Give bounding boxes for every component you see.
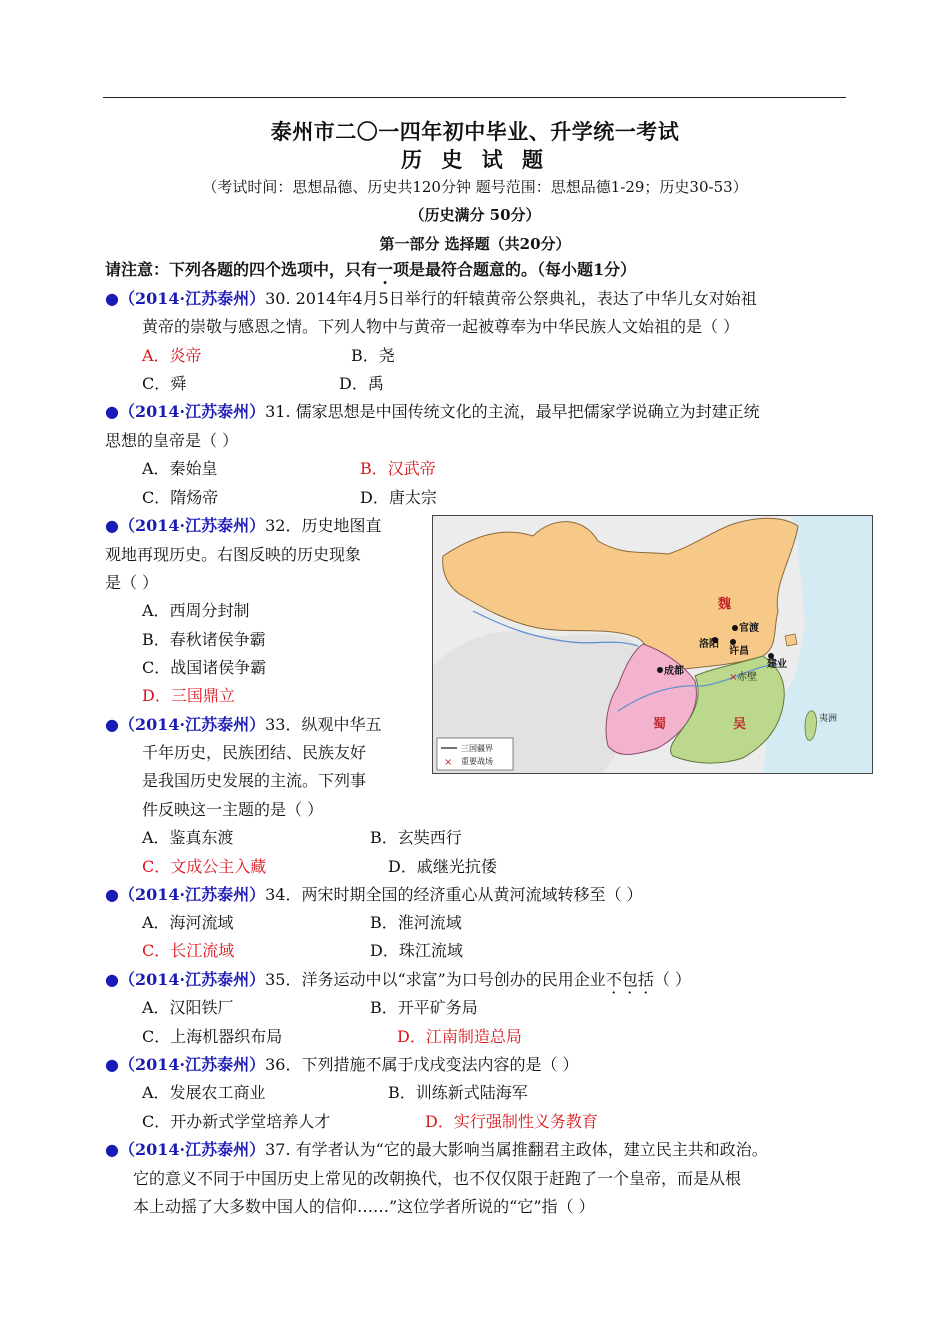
q31-option-c: C．隋炀帝 xyxy=(142,488,219,507)
map-label-luoyang: 洛阳 xyxy=(699,639,719,650)
q32-stem-cont2: 是（ ） xyxy=(105,573,159,592)
q30-stem-cont: 黄帝的崇敬与感恩之情。下列人物中与黄帝一起被尊奉为中华民族人文始祖的是（ ） xyxy=(142,317,740,336)
q30-option-c: C．舜 xyxy=(142,374,187,393)
q32-option-b: B．春秋诸侯争霸 xyxy=(142,630,266,649)
map-label-yizhou: 夷洲 xyxy=(819,714,838,724)
q35-option-c: C．上海机器织布局 xyxy=(142,1027,283,1046)
exam-score: （历史满分 50分） xyxy=(409,206,541,224)
source-tag: （2014·江苏泰州） xyxy=(118,402,266,421)
q32-stem-cont: 观地再现历史。右图反映的历史现象 xyxy=(105,545,362,564)
source-tag: （2014·江苏泰州） xyxy=(118,289,266,308)
q30-option-d: D．禹 xyxy=(339,374,384,393)
map-battle-icon: × xyxy=(729,672,738,683)
bullet-icon: ● xyxy=(105,970,119,989)
map-shandong-tip xyxy=(785,634,797,646)
bullet-icon: ● xyxy=(105,885,119,904)
map-svg xyxy=(433,516,872,773)
q33-option-b: B．玄奘西行 xyxy=(370,828,462,847)
notice: 请注意：下列各题的四个选项中，只有一项是最符合题意的。（每小题1分） xyxy=(105,260,637,279)
q33-option-a: A．鉴真东渡 xyxy=(142,828,234,847)
map-label-shu: 蜀 xyxy=(653,717,667,732)
q36-option-d: D．实行强制性义务教育 xyxy=(425,1112,598,1131)
source-tag: （2014·江苏泰州） xyxy=(118,1140,266,1159)
q33-stem-cont3: 件反映这一主题的是（ ） xyxy=(142,800,324,819)
q35-option-b: B．开平矿务局 xyxy=(370,998,478,1017)
map-legend-border-label: 三国疆界 xyxy=(461,744,493,753)
q33-option-c: C．文成公主入藏 xyxy=(142,857,267,876)
q33-stem-cont2: 是我国历史发展的主流。下列事 xyxy=(142,771,367,790)
q37-stem: ●（2014·江苏泰州）37. 有学者认为“它的最大影响当属推翻君主政体，建立民主共和政治。 xyxy=(105,1140,768,1159)
source-tag: （2014·江苏泰州） xyxy=(118,1055,266,1074)
q31-option-d: D．唐太宗 xyxy=(360,488,437,507)
part-heading: 第一部分 选择题（共20分） xyxy=(379,235,571,253)
q35-stem: ●（2014·江苏泰州）35．洋务运动中以“求富”为口号创办的民用企业不包括（ ） xyxy=(105,970,691,989)
q34-option-d: D．珠江流域 xyxy=(370,941,463,960)
q31-option-b: B．汉武帝 xyxy=(360,459,436,478)
q36-stem: ●（2014·江苏泰州）36．下列措施不属于戊戌变法内容的是（ ） xyxy=(105,1055,579,1074)
map-label-wei: 魏 xyxy=(718,597,732,612)
q32-option-d: D．三国鼎立 xyxy=(142,686,235,705)
q34-option-a: A．海河流域 xyxy=(142,913,234,932)
bullet-icon: ● xyxy=(105,715,119,734)
q33-option-d: D．戚继光抗倭 xyxy=(388,857,497,876)
bullet-icon: ● xyxy=(105,402,119,421)
bullet-icon: ● xyxy=(105,1140,119,1159)
bullet-icon: ● xyxy=(105,516,119,535)
q31-stem: ●（2014·江苏泰州）31. 儒家思想是中国传统文化的主流，最早把儒家学说确立为封建正统 xyxy=(105,402,760,421)
exam-subtitle: 历 史 试 题 xyxy=(401,147,549,172)
three-kingdoms-map xyxy=(432,515,873,774)
q31-option-a: A．秦始皇 xyxy=(142,459,218,478)
q32-option-c: C．战国诸侯争霸 xyxy=(142,658,267,677)
source-tag: （2014·江苏泰州） xyxy=(118,885,266,904)
q33-stem-cont: 千年历史，民族团结、民族友好 xyxy=(142,743,367,762)
q34-option-b: B．淮河流域 xyxy=(370,913,462,932)
q35-option-d: D．江南制造总局 xyxy=(397,1027,522,1046)
map-marker-xuchang xyxy=(730,639,736,645)
source-tag: （2014·江苏泰州） xyxy=(118,970,266,989)
source-tag: （2014·江苏泰州） xyxy=(118,715,266,734)
map-label-jianye: 建业 xyxy=(767,659,787,670)
map-marker-guandu xyxy=(732,625,738,631)
q30-option-a: A．炎帝 xyxy=(142,346,202,365)
map-label-xuchang: 许昌 xyxy=(729,646,749,657)
q35-option-a: A．汉阳铁厂 xyxy=(142,998,234,1017)
q34-stem: ●（2014·江苏泰州）34．两宋时期全国的经济重心从黄河流域转移至（ ） xyxy=(105,885,643,904)
map-label-chengdu: 成都 xyxy=(664,666,684,677)
q32-stem: ●（2014·江苏泰州）32．历史地图直 xyxy=(105,516,382,535)
q36-option-b: B．训练新式陆海军 xyxy=(388,1083,528,1102)
source-tag: （2014·江苏泰州） xyxy=(118,516,266,535)
map-label-guandu: 官渡 xyxy=(739,623,759,634)
exam-title: 泰州市二〇一四年初中毕业、升学统一考试 xyxy=(270,119,680,144)
map-label-wu: 吴 xyxy=(733,717,747,732)
q33-stem: ●（2014·江苏泰州）33．纵观中华五 xyxy=(105,715,382,734)
map-label-chibi: 赤壁 xyxy=(737,672,757,683)
q31-stem-cont: 思想的皇帝是（ ） xyxy=(105,431,239,450)
bullet-icon: ● xyxy=(105,1055,119,1074)
q37-stem-cont: 它的意义不同于中国历史上常见的改朝换代，也不仅仅限于赶跑了一个皇帝，而是从根 xyxy=(133,1169,742,1188)
q36-option-a: A．发展农工商业 xyxy=(142,1083,266,1102)
bullet-icon: ● xyxy=(105,289,119,308)
q37-stem-cont2: 本上动摇了大多数中国人的信仰……”这位学者所说的“它”指（ ） xyxy=(133,1197,595,1216)
exam-info: （考试时间：思想品德、历史共120分钟 题号范围：思想品德1-29；历史30-53） xyxy=(202,178,748,196)
q36-option-c: C．开办新式学堂培养人才 xyxy=(142,1112,331,1131)
q30-stem: ●（2014·江苏泰州）30. 2014年4月5日举行的轩辕黄帝公祭典礼，表达了中华儿女对始祖 xyxy=(105,289,757,308)
q30-option-b: B．尧 xyxy=(351,346,395,365)
q32-option-a: A．西周分封制 xyxy=(142,601,250,620)
map-legend-battle-label: 重要战场 xyxy=(461,757,493,766)
map-legend-battle-icon: × xyxy=(444,757,453,768)
map-marker-chengdu xyxy=(657,667,663,673)
top-rule xyxy=(103,97,846,98)
q34-option-c: C．长江流域 xyxy=(142,941,235,960)
